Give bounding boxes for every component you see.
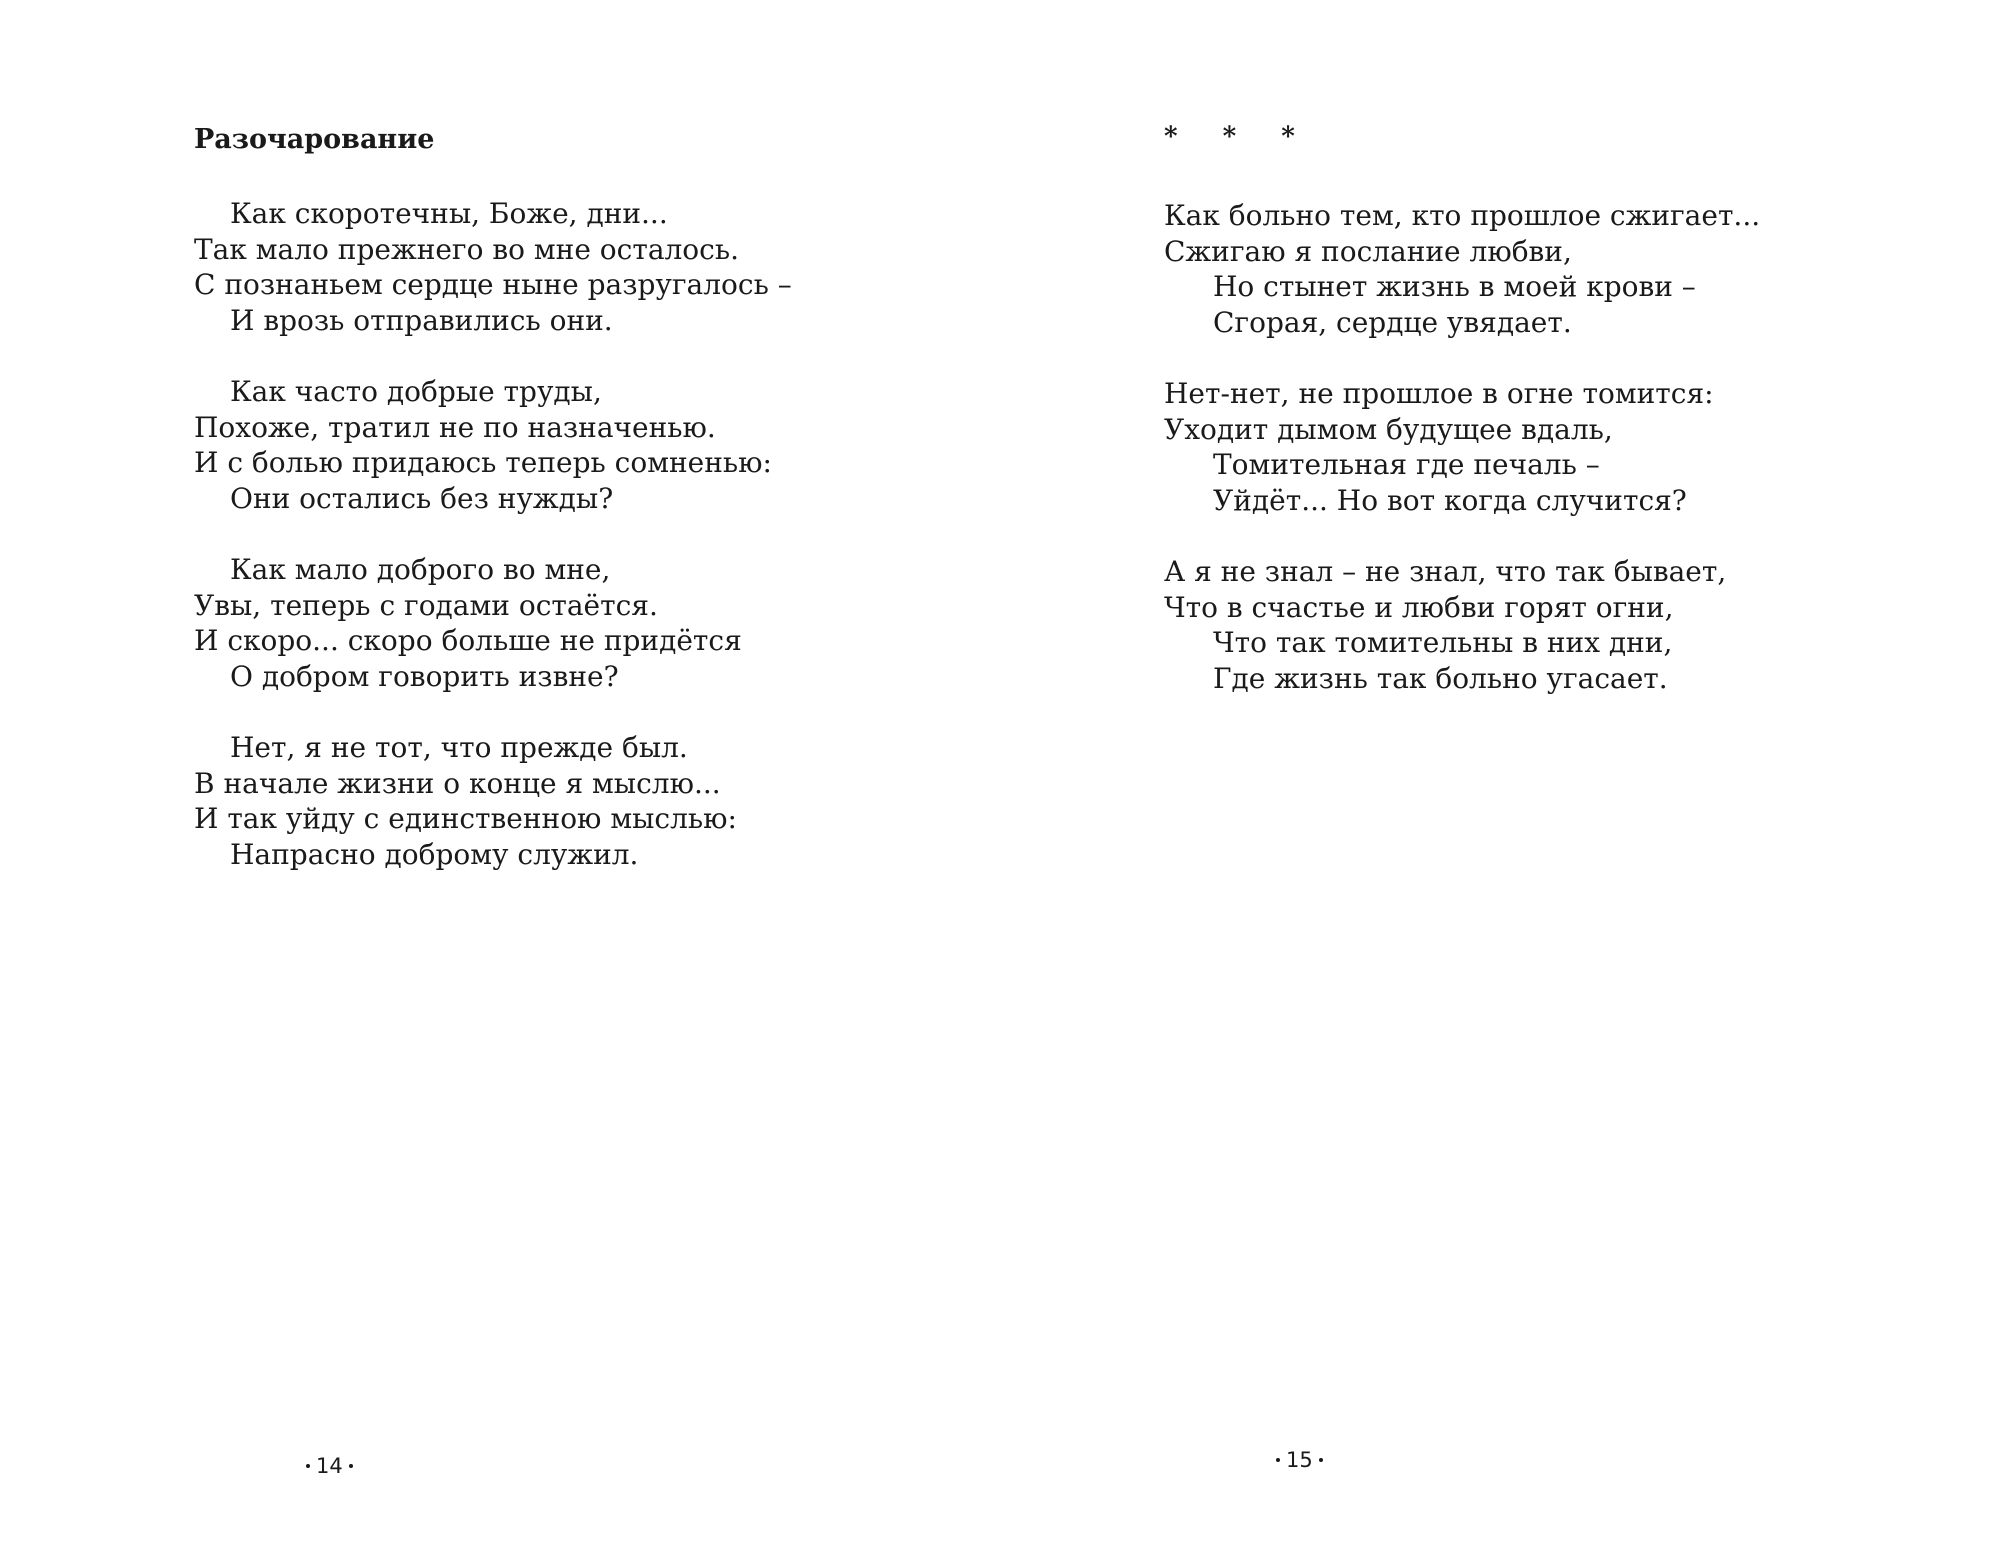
poem-line: Как скоротечны, Боже, дни... [230,197,668,230]
stanza [194,552,792,694]
poem-line: Как часто добрые труды, [230,374,602,408]
poem-line: Уйдёт... Но вот когда случится? [1213,483,1687,517]
poem-line: Сжигаю я послание любви, [1164,234,1572,268]
poem-line: Как мало доброго во мне, [230,552,611,586]
poem-line: Где жизнь так больно угасает. [1213,661,1668,695]
page-number-right [1270,1446,1329,1474]
bullet-dot-icon [1319,1458,1323,1462]
bullet-dot-icon [306,1464,310,1468]
poem-line: О добром говорить извне? [230,659,619,693]
poem-line: Они остались без нужды? [230,481,614,515]
poem-line: Томительная где печаль – [1213,448,1600,482]
poem-line: Сгорая, сердце увядает. [1213,305,1572,339]
stanza [1164,198,1760,340]
stanza [194,730,792,872]
poem-line: Но стынет жизнь в моей крови – [1213,270,1696,304]
page-number-value: 15 [1286,1448,1313,1472]
poem-line: В начале жизни о конце я мыслю... [194,766,721,800]
poem-line: Как больно тем, кто прошлое сжигает... [1164,199,1761,232]
bullet-dot-icon [349,1464,353,1468]
poem-line: Напрасно доброму служил. [230,837,639,871]
poem-title: Разочарование [194,124,435,155]
poem-line: Так мало прежнего во мне осталось. [194,232,739,266]
stanza [194,196,792,338]
poem-line: Похоже, тратил не по назначенью. [194,410,716,444]
poem-line: И с болью придаюсь теперь сомненью: [194,446,772,480]
stanza [194,374,792,516]
poem-line: Что в счастье и любви горят огни, [1164,590,1674,624]
poem-line: Уходит дымом будущее вдаль, [1164,412,1613,446]
stanza [1164,376,1760,518]
left-poem [194,196,792,908]
page-number-left [300,1452,359,1480]
page-number-value: 14 [316,1454,343,1478]
poem-line: Увы, теперь с годами остаётся. [194,588,658,622]
right-poem [1164,198,1760,732]
poem-line: И так уйду с единственною мыслью: [194,802,737,836]
poem-line: И скоро... скоро больше не придётся [194,624,742,658]
bullet-dot-icon [1276,1458,1280,1462]
stanza [1164,554,1760,696]
poem-line: Что так томительны в них дни, [1213,626,1673,660]
poem-line: С познаньем сердце ныне разругалось – [194,268,792,302]
poem-line: И врозь отправились они. [230,303,613,337]
right-page [1000,0,2000,1545]
poem-line: Нет-нет, не прошлое в огне томится: [1164,376,1714,410]
poem-line: А я не знал – не знал, что так бывает, [1164,554,1727,588]
poem-line: Нет, я не тот, что прежде был. [230,730,688,764]
poem-separator-asterisks: * * * [1164,122,1313,152]
